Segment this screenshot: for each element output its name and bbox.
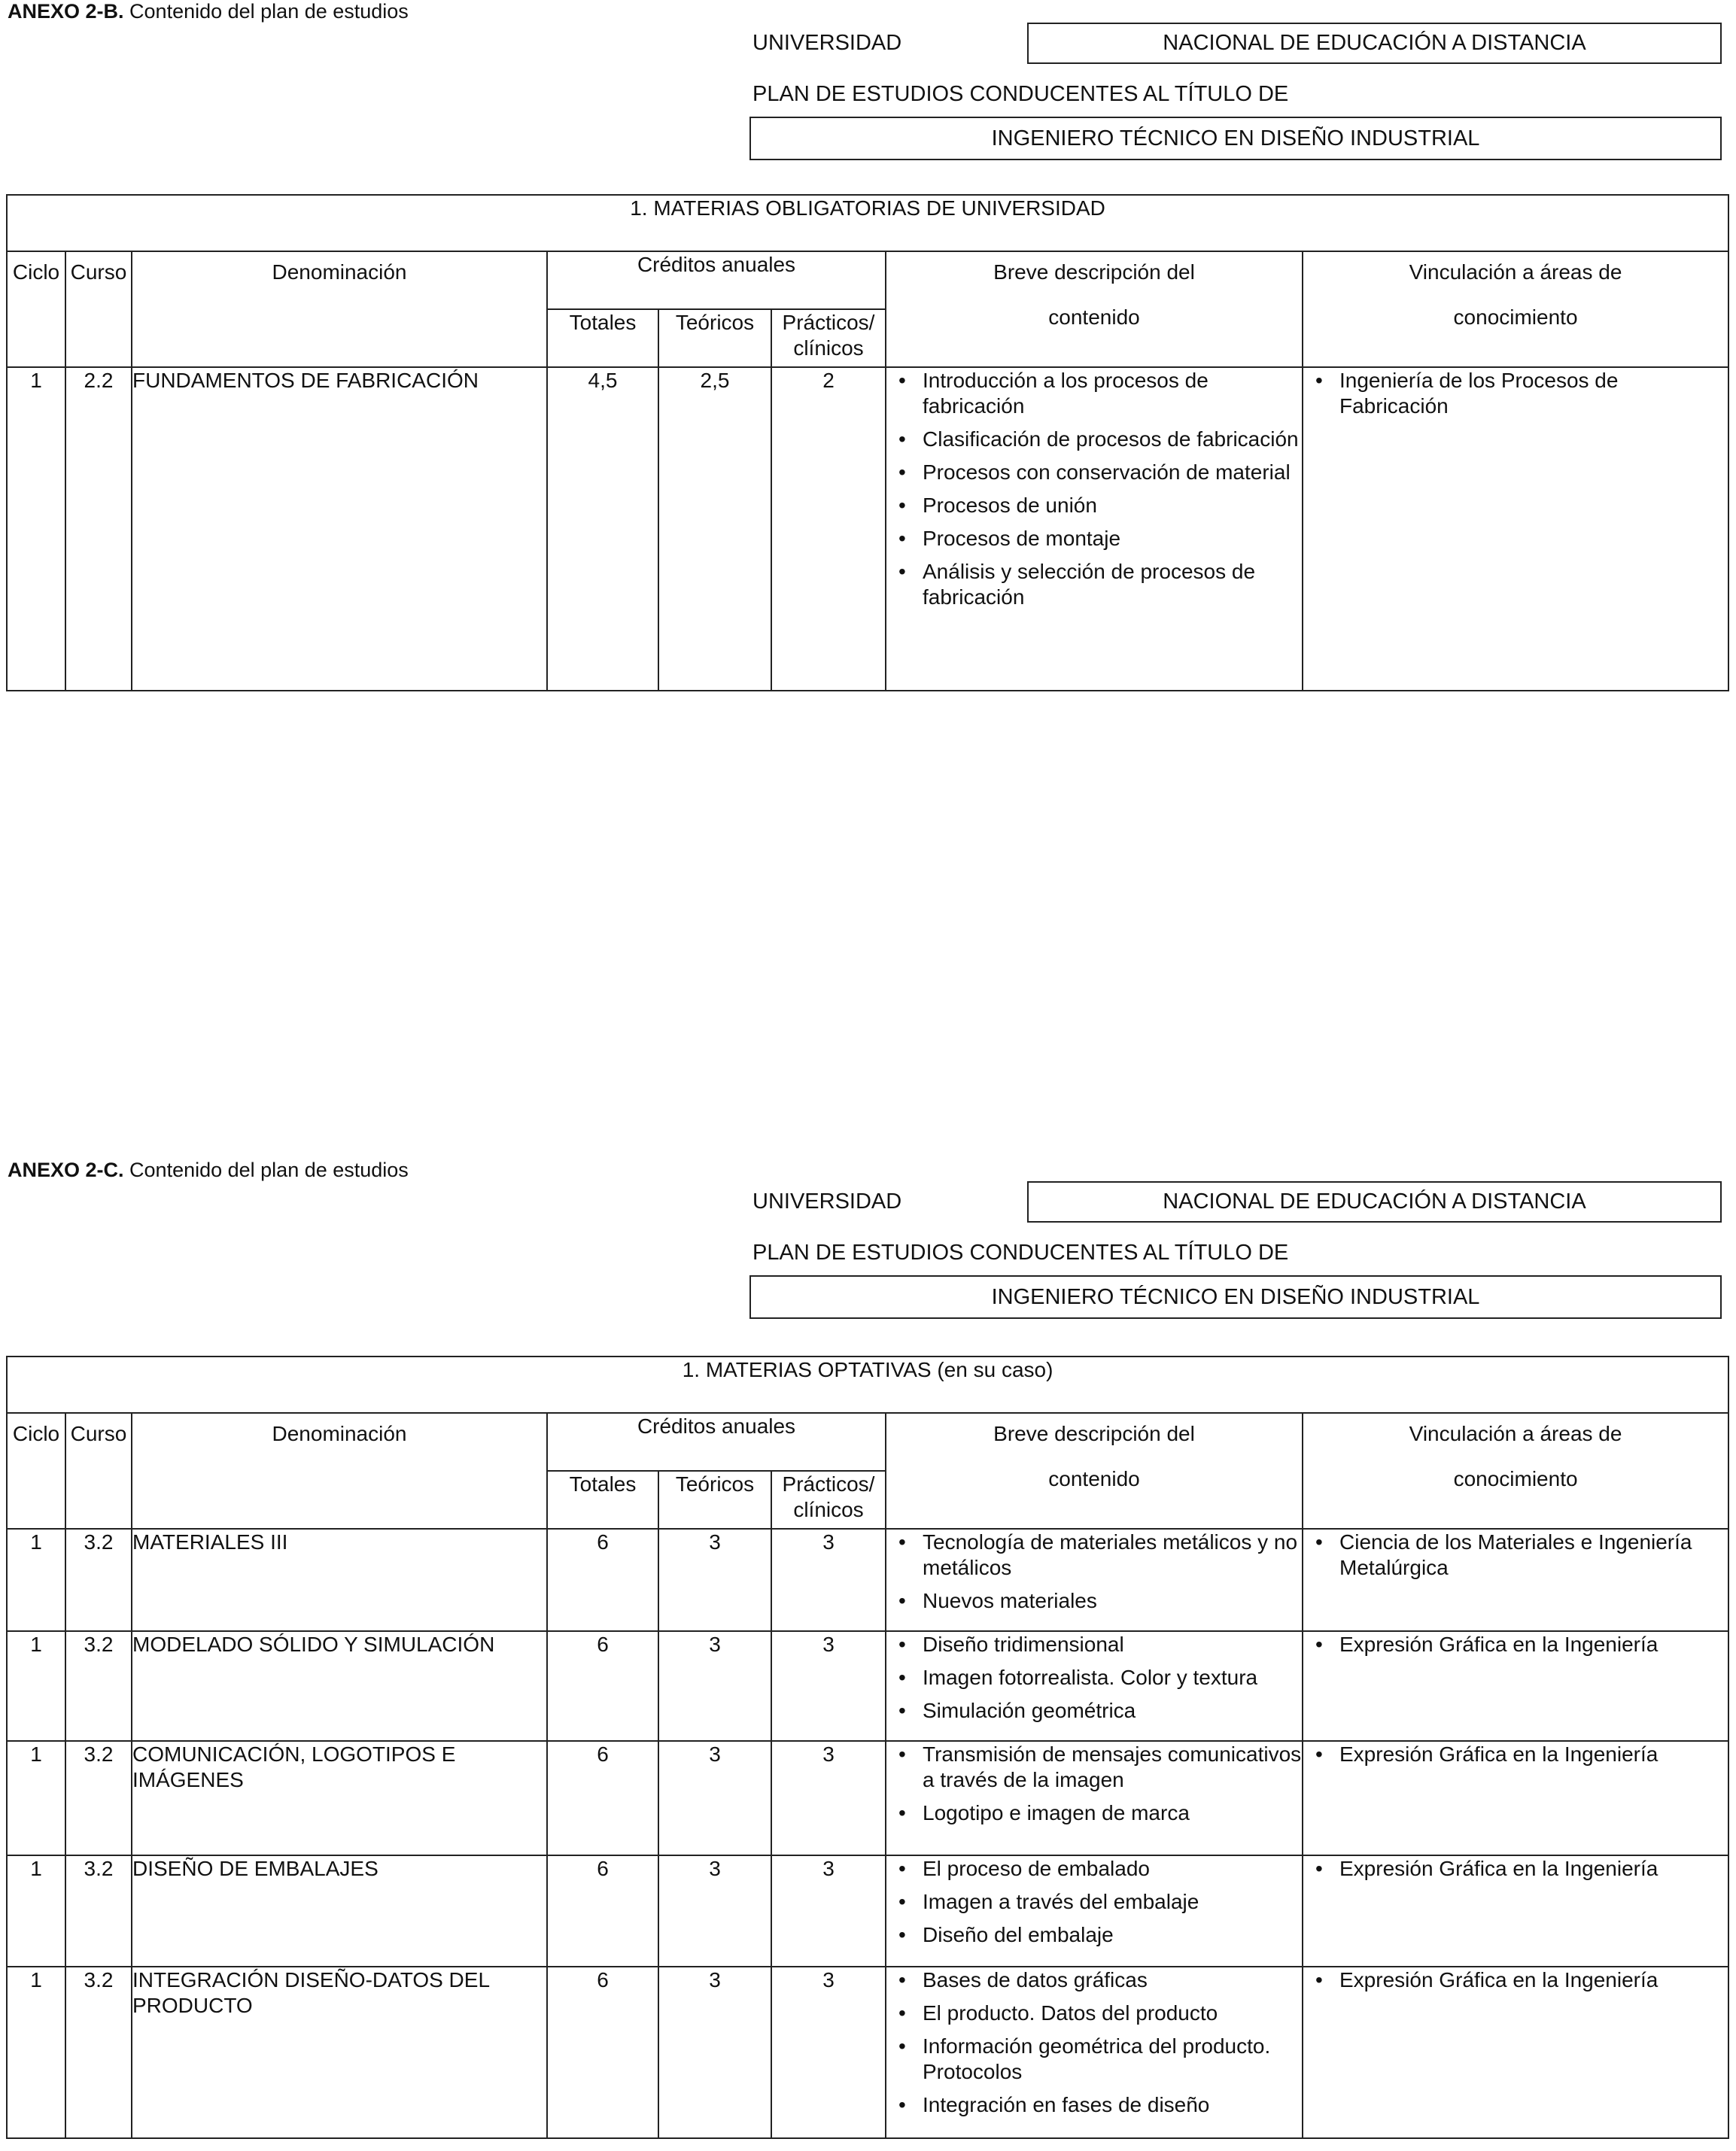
list-item: • Integración en fases de diseño xyxy=(886,2092,1302,2118)
cell-descripcion xyxy=(886,1529,1303,1631)
header-curso xyxy=(65,251,132,367)
cell-denominacion: INTEGRACIÓN DISEÑO-DATOS DEL PRODUCTO xyxy=(132,1967,547,2138)
cell-vinculacion xyxy=(1303,1741,1728,1855)
cell-totales: 6 xyxy=(547,1855,658,1967)
list-item: • Logotipo e imagen de marca xyxy=(886,1800,1302,1826)
anexo-heading xyxy=(8,0,409,23)
list-item: • Transmisión de mensajes comunicativos a través de la imagen xyxy=(886,1742,1302,1793)
cell-ciclo: 1 xyxy=(7,1631,65,1741)
cell-practicos: 3 xyxy=(771,1741,886,1855)
header-practicos-line1: Prácticos/ xyxy=(782,311,875,334)
list-item: • Bases de datos gráficas xyxy=(886,1967,1302,1993)
cell-curso: 3.2 xyxy=(65,1529,132,1631)
list-item: • Procesos de unión xyxy=(886,493,1302,518)
header-curso xyxy=(65,1413,132,1529)
cell-descripcion xyxy=(886,1967,1303,2138)
list-item: • Imagen a través del embalaje xyxy=(886,1889,1302,1915)
descripcion-list xyxy=(886,368,1302,610)
cell-teoricos: 3 xyxy=(658,1631,771,1741)
descripcion-list xyxy=(886,1856,1302,1948)
vinculacion-list xyxy=(1303,1632,1728,1657)
table-title: 1. MATERIAS OPTATIVAS (en su caso) xyxy=(7,1357,1728,1413)
cell-totales: 4,5 xyxy=(547,367,658,691)
cell-ciclo: 1 xyxy=(7,1529,65,1631)
cell-denominacion: MODELADO SÓLIDO Y SIMULACIÓN xyxy=(132,1631,547,1741)
anexo-subtitle: Contenido del plan de estudios xyxy=(123,0,409,23)
table-row xyxy=(7,1741,1728,1855)
header-practicos-line2: clínicos xyxy=(793,336,864,360)
header-ciclo xyxy=(7,251,65,367)
header-vinculacion-line1: Vinculación a áreas de xyxy=(1409,260,1622,284)
cell-teoricos: 3 xyxy=(658,1741,771,1855)
universidad-value-box: NACIONAL DE EDUCACIÓN A DISTANCIA xyxy=(1027,1181,1722,1223)
cell-vinculacion xyxy=(1303,1529,1728,1631)
cell-denominacion: DISEÑO DE EMBALAJES xyxy=(132,1855,547,1967)
universidad-label: UNIVERSIDAD xyxy=(752,31,902,55)
cell-descripcion xyxy=(886,1741,1303,1855)
cell-teoricos: 3 xyxy=(658,1967,771,2138)
header-vinculacion-line2: conocimiento xyxy=(1453,305,1578,329)
cell-ciclo: 1 xyxy=(7,367,65,691)
header-vinculacion-line1: Vinculación a áreas de xyxy=(1409,1422,1622,1445)
cell-curso: 3.2 xyxy=(65,1631,132,1741)
table-row xyxy=(7,1529,1728,1631)
list-item: • Tecnología de materiales metálicos y no metálicos xyxy=(886,1530,1302,1581)
list-item: • Introducción a los procesos de fabricación xyxy=(886,368,1302,419)
vinculacion-list xyxy=(1303,1742,1728,1767)
list-item: • El proceso de embalado xyxy=(886,1856,1302,1882)
list-item: • Expresión Gráfica en la Ingeniería xyxy=(1303,1742,1728,1767)
anexo-heading xyxy=(8,1159,409,1181)
list-item: • Ingeniería de los Procesos de Fabricación xyxy=(1303,368,1728,419)
header-denominacion-label: Denominación xyxy=(272,260,407,284)
header-ciclo-label: Ciclo xyxy=(12,260,60,284)
header-teoricos: Teóricos xyxy=(658,1471,771,1529)
table-title: 1. MATERIAS OBLIGATORIAS DE UNIVERSIDAD xyxy=(7,195,1728,251)
cell-practicos: 3 xyxy=(771,1967,886,2138)
list-item: • Procesos con conservación de material xyxy=(886,460,1302,485)
header-vinculacion xyxy=(1303,1413,1728,1529)
cell-ciclo: 1 xyxy=(7,1855,65,1967)
cell-totales: 6 xyxy=(547,1631,658,1741)
list-item: • Procesos de montaje xyxy=(886,526,1302,551)
titulo-value-box: INGENIERO TÉCNICO EN DISEÑO INDUSTRIAL xyxy=(749,117,1722,160)
titulo-value-box: INGENIERO TÉCNICO EN DISEÑO INDUSTRIAL xyxy=(749,1275,1722,1319)
header-ciclo xyxy=(7,1413,65,1529)
plan-label: PLAN DE ESTUDIOS CONDUCENTES AL TÍTULO DE xyxy=(752,82,1289,106)
descripcion-list xyxy=(886,1530,1302,1614)
list-item: • Imagen fotorrealista. Color y textura xyxy=(886,1665,1302,1691)
header-curso-label: Curso xyxy=(70,260,127,284)
header-vinculacion xyxy=(1303,251,1728,367)
header-creditos: Créditos anuales xyxy=(547,251,886,309)
cell-curso: 3.2 xyxy=(65,1967,132,2138)
cell-teoricos: 3 xyxy=(658,1529,771,1631)
table-row xyxy=(7,1855,1728,1967)
cell-denominacion: COMUNICACIÓN, LOGOTIPOS E IMÁGENES xyxy=(132,1741,547,1855)
cell-totales: 6 xyxy=(547,1529,658,1631)
table-row xyxy=(7,1631,1728,1741)
cell-curso: 3.2 xyxy=(65,1741,132,1855)
list-item: • Diseño tridimensional xyxy=(886,1632,1302,1657)
list-item: • Ciencia de los Materiales e Ingeniería Metalúrgica xyxy=(1303,1530,1728,1581)
header-denominacion xyxy=(132,1413,547,1529)
vinculacion-list xyxy=(1303,368,1728,419)
cell-ciclo: 1 xyxy=(7,1741,65,1855)
descripcion-list xyxy=(886,1967,1302,2118)
header-practicos-line1: Prácticos/ xyxy=(782,1472,875,1496)
header-descripcion-line2: contenido xyxy=(1048,305,1140,329)
cell-curso: 3.2 xyxy=(65,1855,132,1967)
vinculacion-list xyxy=(1303,1967,1728,1993)
cell-totales: 6 xyxy=(547,1967,658,2138)
header-descripcion-line2: contenido xyxy=(1048,1467,1140,1490)
cell-curso: 2.2 xyxy=(65,367,132,691)
cell-descripcion xyxy=(886,1631,1303,1741)
universidad-label: UNIVERSIDAD xyxy=(752,1189,902,1214)
cell-practicos: 3 xyxy=(771,1855,886,1967)
list-item: • Nuevos materiales xyxy=(886,1588,1302,1614)
list-item: • El producto. Datos del producto xyxy=(886,2001,1302,2026)
vinculacion-list xyxy=(1303,1530,1728,1581)
cell-practicos: 3 xyxy=(771,1529,886,1631)
descripcion-list xyxy=(886,1632,1302,1724)
cell-practicos: 3 xyxy=(771,1631,886,1741)
anexo-code: ANEXO 2-C. xyxy=(8,1159,124,1181)
list-item: • Simulación geométrica xyxy=(886,1698,1302,1724)
header-descripcion xyxy=(886,251,1303,367)
materias-table xyxy=(6,194,1729,691)
cell-practicos: 2 xyxy=(771,367,886,691)
cell-ciclo: 1 xyxy=(7,1967,65,2138)
table-row xyxy=(7,1967,1728,2138)
cell-teoricos: 2,5 xyxy=(658,367,771,691)
list-item: • Clasificación de procesos de fabricación xyxy=(886,427,1302,452)
cell-vinculacion xyxy=(1303,1855,1728,1967)
cell-vinculacion xyxy=(1303,1967,1728,2138)
header-denominacion-label: Denominación xyxy=(272,1422,407,1445)
list-item: • Expresión Gráfica en la Ingeniería xyxy=(1303,1632,1728,1657)
header-descripcion-line1: Breve descripción del xyxy=(993,260,1195,284)
cell-totales: 6 xyxy=(547,1741,658,1855)
descripcion-list xyxy=(886,1742,1302,1826)
header-creditos: Créditos anuales xyxy=(547,1413,886,1471)
header-totales: Totales xyxy=(547,309,658,367)
anexo-subtitle: Contenido del plan de estudios xyxy=(123,1159,409,1181)
header-practicos xyxy=(771,1471,886,1529)
cell-descripcion xyxy=(886,367,1303,691)
cell-teoricos: 3 xyxy=(658,1855,771,1967)
cell-denominacion: FUNDAMENTOS DE FABRICACIÓN xyxy=(132,367,547,691)
table-row xyxy=(7,367,1728,691)
list-item: • Expresión Gráfica en la Ingeniería xyxy=(1303,1967,1728,1993)
header-teoricos: Teóricos xyxy=(658,309,771,367)
header-descripcion xyxy=(886,1413,1303,1529)
anexo-code: ANEXO 2-B. xyxy=(8,0,124,23)
header-denominacion xyxy=(132,251,547,367)
vinculacion-list xyxy=(1303,1856,1728,1882)
header-practicos-line2: clínicos xyxy=(793,1498,864,1521)
cell-denominacion: MATERIALES III xyxy=(132,1529,547,1631)
list-item: • Información geométrica del producto. Protocolos xyxy=(886,2034,1302,2085)
list-item: • Diseño del embalaje xyxy=(886,1922,1302,1948)
list-item: • Expresión Gráfica en la Ingeniería xyxy=(1303,1856,1728,1882)
header-totales: Totales xyxy=(547,1471,658,1529)
cell-descripcion xyxy=(886,1855,1303,1967)
header-descripcion-line1: Breve descripción del xyxy=(993,1422,1195,1445)
header-vinculacion-line2: conocimiento xyxy=(1453,1467,1578,1490)
cell-vinculacion xyxy=(1303,367,1728,691)
universidad-value-box: NACIONAL DE EDUCACIÓN A DISTANCIA xyxy=(1027,23,1722,64)
list-item: • Análisis y selección de procesos de fabricación xyxy=(886,559,1302,610)
plan-label: PLAN DE ESTUDIOS CONDUCENTES AL TÍTULO DE xyxy=(752,1241,1289,1265)
header-curso-label: Curso xyxy=(70,1422,127,1445)
header-practicos xyxy=(771,309,886,367)
materias-table xyxy=(6,1356,1729,2139)
header-ciclo-label: Ciclo xyxy=(12,1422,60,1445)
cell-vinculacion xyxy=(1303,1631,1728,1741)
